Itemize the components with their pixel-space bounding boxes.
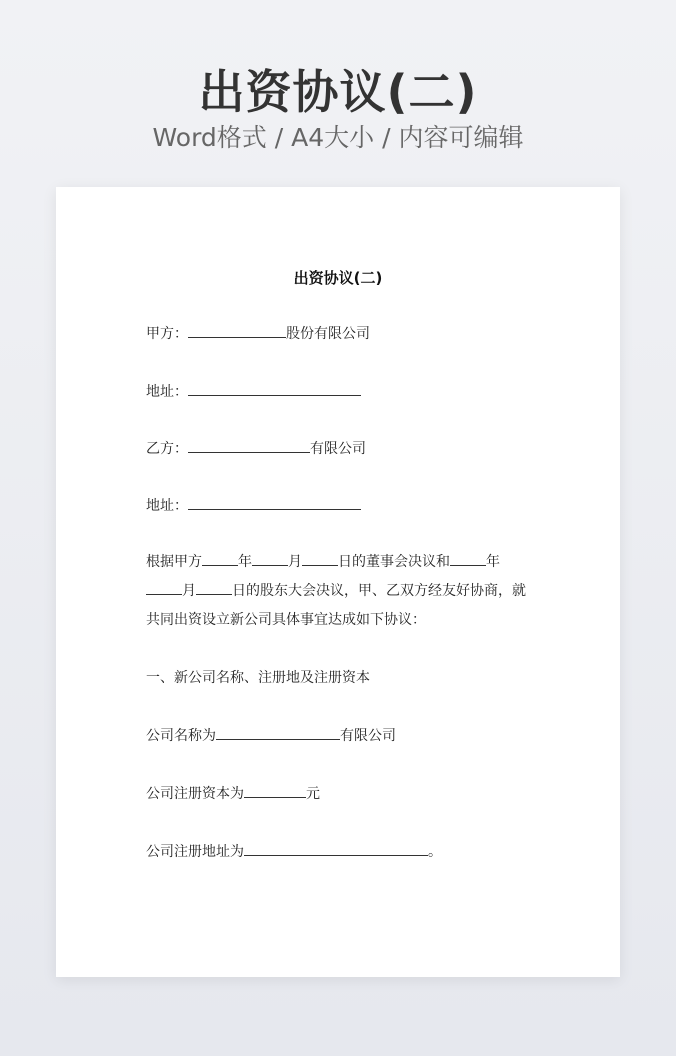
resolution-paragraph bbox=[146, 548, 532, 635]
capital-label: 公司注册资本为 bbox=[146, 786, 244, 802]
capital-blank[interactable] bbox=[244, 783, 306, 798]
party-a-address-line bbox=[146, 381, 361, 402]
address-a-blank[interactable] bbox=[188, 381, 361, 396]
capital-suffix: 元 bbox=[306, 786, 320, 802]
month-blank-1[interactable] bbox=[252, 551, 288, 566]
para-text-6: 月 bbox=[182, 583, 196, 599]
page-title: 出资协议(二) bbox=[198, 65, 478, 119]
day-blank-2[interactable] bbox=[196, 580, 232, 595]
document-title: 出资协议(二) bbox=[293, 269, 383, 287]
company-name-blank[interactable] bbox=[216, 725, 340, 740]
address-a-label: 地址： bbox=[146, 384, 188, 400]
party-a-label: 甲方： bbox=[146, 326, 188, 342]
reg-address-suffix: 。 bbox=[428, 844, 442, 860]
capital-line bbox=[146, 783, 320, 804]
day-blank-1[interactable] bbox=[302, 551, 338, 566]
year-blank-1[interactable] bbox=[202, 551, 238, 566]
company-name-label: 公司名称为 bbox=[146, 728, 216, 744]
month-blank-2[interactable] bbox=[146, 580, 182, 595]
party-b-line bbox=[146, 438, 366, 459]
party-a-suffix: 股份有限公司 bbox=[286, 326, 370, 342]
para-text-2: 年 bbox=[238, 554, 252, 570]
party-b-address-line bbox=[146, 495, 361, 516]
reg-address-blank[interactable] bbox=[244, 841, 428, 856]
section-1-heading: 一、新公司名称、注册地及注册资本 bbox=[146, 670, 370, 686]
address-b-label: 地址： bbox=[146, 498, 188, 514]
document-page bbox=[56, 187, 620, 977]
para-text-1: 根据甲方 bbox=[146, 554, 202, 570]
para-text-4: 日的董事会决议和 bbox=[338, 554, 450, 570]
para-text-5: 年 bbox=[486, 554, 500, 570]
reg-address-line bbox=[146, 841, 442, 862]
company-name-suffix: 有限公司 bbox=[340, 728, 396, 744]
year-blank-2[interactable] bbox=[450, 551, 486, 566]
party-b-label: 乙方： bbox=[146, 441, 188, 457]
party-a-blank[interactable] bbox=[188, 323, 286, 338]
para-text-7: 日的股东大会决议，甲、乙双方经友好协商，就共同出资设立新公司具体事宜达成如下协议： bbox=[146, 583, 526, 628]
page-subtitle: Word格式 / A4大小 / 内容可编辑 bbox=[152, 123, 524, 152]
party-b-blank[interactable] bbox=[188, 438, 310, 453]
reg-address-label: 公司注册地址为 bbox=[146, 844, 244, 860]
para-text-3: 月 bbox=[288, 554, 302, 570]
address-b-blank[interactable] bbox=[188, 495, 361, 510]
party-a-line bbox=[146, 323, 370, 344]
party-b-suffix: 有限公司 bbox=[310, 441, 366, 457]
company-name-line bbox=[146, 725, 396, 746]
